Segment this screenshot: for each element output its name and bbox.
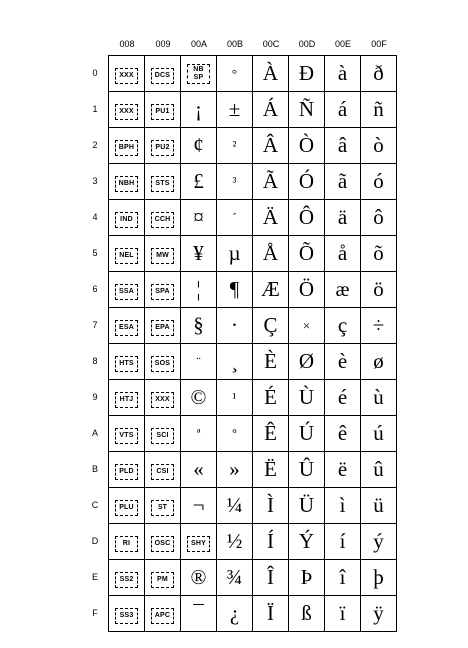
glyph: ¿: [229, 600, 240, 625]
glyph: Û: [298, 456, 315, 481]
glyph: à: [337, 60, 348, 85]
glyph: ý: [373, 528, 384, 553]
character-cell: [289, 452, 325, 488]
character-cell: [289, 308, 325, 344]
glyph: Â: [262, 132, 279, 157]
control-code-label: ESA: [115, 320, 138, 336]
glyph: È: [264, 348, 277, 373]
character-cell: [217, 128, 253, 164]
character-cell: [181, 416, 217, 452]
character-cell: [289, 236, 325, 272]
character-cell: [217, 236, 253, 272]
character-cell: [145, 560, 181, 596]
table-row: [109, 344, 397, 380]
glyph: æ: [335, 276, 350, 301]
character-cell: [325, 236, 361, 272]
glyph: Ö: [298, 276, 315, 301]
column-header: 008: [119, 39, 135, 49]
character-cell: [289, 272, 325, 308]
glyph: Ý: [298, 528, 315, 553]
character-cell: [181, 560, 217, 596]
glyph: Ç: [263, 312, 278, 337]
character-cell: [361, 344, 397, 380]
row-header: 6: [92, 284, 98, 294]
character-cell: [361, 236, 397, 272]
glyph: ¼: [226, 492, 243, 517]
glyph: ð: [373, 60, 384, 85]
character-cell: [181, 56, 217, 92]
character-cell: [109, 416, 145, 452]
glyph: Þ: [300, 564, 313, 589]
character-cell: [253, 56, 289, 92]
character-cell: [109, 56, 145, 92]
character-cell: [145, 164, 181, 200]
glyph: ¥: [193, 240, 204, 265]
character-cell: [181, 344, 217, 380]
character-cell: [289, 380, 325, 416]
glyph: Ù: [298, 384, 315, 409]
control-code-label: CCH: [151, 212, 174, 228]
glyph: ×: [302, 317, 311, 333]
control-code-label: HTS: [115, 356, 138, 372]
row-header: 5: [92, 248, 98, 258]
table-row: [109, 200, 397, 236]
character-cell: [361, 452, 397, 488]
character-cell: [217, 272, 253, 308]
control-code-label: CSI: [151, 464, 174, 480]
row-header: 4: [92, 212, 98, 222]
control-code-label: SPA: [151, 284, 174, 300]
character-cell: [325, 452, 361, 488]
row-header: 3: [92, 176, 98, 186]
glyph: ´: [232, 209, 237, 225]
character-cell: [361, 164, 397, 200]
glyph: Î: [267, 564, 274, 589]
column-header: 00D: [298, 39, 316, 49]
character-cell: [145, 452, 181, 488]
character-cell: [109, 344, 145, 380]
character-cell: [145, 488, 181, 524]
glyph: ü: [373, 492, 384, 517]
glyph: ñ: [373, 96, 384, 121]
character-cell: [145, 596, 181, 632]
glyph: ±: [228, 96, 241, 121]
control-code-label: PLU: [115, 500, 138, 516]
glyph: Å: [262, 240, 279, 265]
column-header: 00B: [226, 39, 243, 49]
glyph: ¦: [196, 276, 201, 301]
character-cell: [181, 308, 217, 344]
character-cell: [217, 416, 253, 452]
character-cell: [145, 56, 181, 92]
column-header: 00F: [371, 39, 387, 49]
control-code-label: XXX: [115, 68, 138, 84]
glyph: ¢: [193, 132, 204, 157]
character-cell: [361, 560, 397, 596]
row-header: A: [91, 428, 98, 438]
character-cell: [109, 92, 145, 128]
glyph: ò: [373, 132, 384, 157]
glyph: Á: [262, 96, 279, 121]
glyph: ¤: [193, 204, 204, 229]
control-code-label: DCS: [151, 68, 174, 84]
character-cell: [145, 236, 181, 272]
character-cell: [361, 488, 397, 524]
character-cell: [181, 164, 217, 200]
glyph: Ì: [267, 492, 274, 517]
glyph: ¸: [231, 348, 238, 373]
character-cell: [325, 164, 361, 200]
column-header: 009: [155, 39, 171, 49]
control-code-label: APC: [151, 608, 174, 624]
character-cell: [289, 92, 325, 128]
control-code-label: BPH: [115, 140, 138, 156]
glyph: Ð: [298, 60, 315, 85]
character-cell: [109, 308, 145, 344]
glyph: ²: [232, 137, 237, 153]
glyph: °: [231, 65, 238, 81]
glyph: Ñ: [298, 96, 315, 121]
character-cell: [325, 272, 361, 308]
glyph: ¬: [192, 492, 205, 517]
character-cell: [253, 560, 289, 596]
character-cell: [109, 380, 145, 416]
glyph: Õ: [298, 240, 315, 265]
control-code-label: OSC: [151, 536, 174, 552]
glyph: é: [337, 384, 348, 409]
table-row: [109, 308, 397, 344]
character-cell: [361, 272, 397, 308]
glyph: ·: [231, 312, 238, 337]
control-code-label: SS2: [115, 572, 138, 588]
character-cell: [253, 452, 289, 488]
row-header: C: [91, 500, 99, 510]
character-cell: [145, 92, 181, 128]
character-cell: [361, 56, 397, 92]
table-row: [109, 596, 397, 632]
character-table: [108, 55, 397, 632]
control-code-label: HTJ: [115, 392, 138, 408]
character-cell: [361, 92, 397, 128]
character-cell: [145, 416, 181, 452]
character-cell: [181, 380, 217, 416]
glyph: À: [262, 60, 279, 85]
row-header: 8: [92, 356, 98, 366]
character-cell: [289, 344, 325, 380]
table-row: [109, 416, 397, 452]
control-code-label: PM: [151, 572, 174, 588]
character-cell: [361, 308, 397, 344]
glyph: ¡: [195, 96, 202, 121]
glyph: ç: [337, 312, 348, 337]
character-cell: [325, 488, 361, 524]
control-code-label: SSA: [115, 284, 138, 300]
character-cell: [109, 596, 145, 632]
character-cell: [217, 452, 253, 488]
character-cell: [217, 524, 253, 560]
glyph: Ê: [264, 420, 277, 445]
table-row: [109, 488, 397, 524]
character-cell: [253, 488, 289, 524]
character-cell: [217, 596, 253, 632]
character-cell: [217, 164, 253, 200]
control-code-label: STS: [151, 176, 174, 192]
control-code-label: XXX: [151, 392, 174, 408]
character-cell: [145, 524, 181, 560]
glyph: ¹: [232, 389, 237, 405]
glyph: Í: [267, 528, 274, 553]
character-cell: [253, 308, 289, 344]
character-cell: [181, 488, 217, 524]
glyph: ô: [373, 204, 384, 229]
character-cell: [289, 524, 325, 560]
glyph: Ü: [298, 492, 315, 517]
character-cell: [325, 524, 361, 560]
character-cell: [253, 344, 289, 380]
character-cell: [109, 452, 145, 488]
character-cell: [253, 380, 289, 416]
character-cell: [325, 560, 361, 596]
glyph: §: [193, 312, 204, 337]
control-code-label: PLD: [115, 464, 138, 480]
glyph: ©: [190, 384, 207, 409]
glyph: ä: [337, 204, 348, 229]
glyph: ï: [339, 600, 346, 625]
character-cell: [361, 128, 397, 164]
glyph: ù: [373, 384, 384, 409]
row-header: 1: [92, 104, 98, 114]
control-code-label: MW: [151, 248, 174, 264]
row-header: E: [91, 572, 98, 582]
character-cell: [253, 164, 289, 200]
character-cell: [361, 524, 397, 560]
character-cell: [181, 524, 217, 560]
control-code-label: NEL: [115, 248, 138, 264]
table-row: [109, 524, 397, 560]
table-row: [109, 272, 397, 308]
character-cell: [217, 92, 253, 128]
character-cell: [253, 128, 289, 164]
glyph: Ò: [298, 132, 315, 157]
glyph: Ë: [264, 456, 277, 481]
character-cell: [289, 488, 325, 524]
table-row: [109, 380, 397, 416]
glyph: þ: [373, 564, 384, 589]
glyph: Ã: [262, 168, 279, 193]
row-header: B: [91, 464, 98, 474]
character-cell: [109, 128, 145, 164]
character-cell: [217, 308, 253, 344]
character-cell: [253, 236, 289, 272]
character-cell: [253, 272, 289, 308]
glyph: ß: [301, 600, 312, 625]
glyph: â: [337, 132, 348, 157]
character-cell: [253, 596, 289, 632]
glyph: ë: [337, 456, 348, 481]
glyph: µ: [228, 240, 241, 265]
glyph: ö: [373, 276, 384, 301]
glyph: ¾: [226, 564, 243, 589]
table-row: [109, 56, 397, 92]
character-cell: [181, 92, 217, 128]
character-cell: [289, 416, 325, 452]
character-cell: [289, 560, 325, 596]
character-cell: [253, 200, 289, 236]
row-header: 0: [92, 68, 98, 78]
table-row: [109, 236, 397, 272]
character-cell: [181, 596, 217, 632]
character-cell: [217, 488, 253, 524]
table-row: [109, 128, 397, 164]
glyph: Ó: [298, 168, 315, 193]
glyph: ÿ: [373, 600, 384, 625]
glyph: Æ: [261, 276, 280, 301]
character-cell: [109, 488, 145, 524]
glyph: Ä: [262, 204, 279, 229]
character-cell: [145, 344, 181, 380]
control-code-label: SHY: [187, 536, 210, 552]
control-code-label: SS3: [115, 608, 138, 624]
character-cell: [289, 128, 325, 164]
character-cell: [109, 560, 145, 596]
character-cell: [109, 200, 145, 236]
glyph: å: [337, 240, 348, 265]
control-code-label: SCI: [151, 428, 174, 444]
character-cell: [181, 272, 217, 308]
character-cell: [325, 56, 361, 92]
character-cell: [289, 56, 325, 92]
character-cell: [253, 92, 289, 128]
glyph: î: [339, 564, 346, 589]
control-code-label: EPA: [151, 320, 174, 336]
glyph: ³: [232, 173, 237, 189]
row-header: F: [92, 608, 98, 618]
column-header: 00A: [190, 39, 207, 49]
glyph: í: [339, 528, 346, 553]
character-cell: [145, 128, 181, 164]
character-cell: [325, 128, 361, 164]
character-cell: [109, 236, 145, 272]
glyph: á: [337, 96, 348, 121]
character-cell: [253, 524, 289, 560]
character-cell: [181, 128, 217, 164]
glyph: ì: [339, 492, 346, 517]
glyph: »: [229, 456, 240, 481]
column-header: 00C: [262, 39, 280, 49]
glyph: £: [193, 168, 204, 193]
control-code-label: XXX: [115, 104, 138, 120]
glyph: õ: [373, 240, 384, 265]
character-cell: [289, 200, 325, 236]
character-cell: [217, 200, 253, 236]
row-header: 9: [92, 392, 98, 402]
glyph: ¯: [193, 600, 204, 625]
character-cell: [109, 524, 145, 560]
character-cell: [361, 200, 397, 236]
character-cell: [145, 380, 181, 416]
glyph: ¶: [229, 276, 240, 301]
character-cell: [217, 56, 253, 92]
character-cell: [361, 416, 397, 452]
row-header: D: [91, 536, 99, 546]
control-code-label: PU2: [151, 140, 174, 156]
glyph: ã: [337, 168, 348, 193]
table-row: [109, 164, 397, 200]
glyph: ª: [196, 425, 201, 441]
character-cell: [325, 596, 361, 632]
character-cell: [109, 164, 145, 200]
glyph: Ø: [298, 348, 315, 373]
glyph: Ô: [298, 204, 315, 229]
character-cell: [325, 380, 361, 416]
character-cell: [109, 272, 145, 308]
glyph: û: [373, 456, 384, 481]
glyph: ê: [337, 420, 348, 445]
glyph: ó: [373, 168, 384, 193]
control-code-label: IND: [115, 212, 138, 228]
table-row: [109, 560, 397, 596]
control-code-label: RI: [115, 536, 138, 552]
glyph: º: [232, 425, 237, 441]
character-cell: [325, 416, 361, 452]
table-row: [109, 92, 397, 128]
control-code-label: NB SP: [187, 64, 210, 84]
control-code-label: NBH: [115, 176, 138, 192]
column-header: 00E: [334, 39, 351, 49]
row-header: 7: [92, 320, 98, 330]
glyph: è: [337, 348, 348, 373]
control-code-label: VTS: [115, 428, 138, 444]
glyph: ú: [373, 420, 384, 445]
character-cell: [217, 344, 253, 380]
character-cell: [181, 200, 217, 236]
character-cell: [181, 236, 217, 272]
glyph: Ú: [298, 420, 315, 445]
control-code-label: ST: [151, 500, 174, 516]
character-cell: [145, 272, 181, 308]
character-cell: [145, 200, 181, 236]
character-cell: [289, 164, 325, 200]
character-cell: [361, 596, 397, 632]
character-cell: [325, 200, 361, 236]
control-code-label: PU1: [151, 104, 174, 120]
character-cell: [217, 560, 253, 596]
glyph: «: [193, 456, 204, 481]
glyph: ÷: [372, 312, 385, 337]
character-cell: [325, 92, 361, 128]
glyph: É: [264, 384, 277, 409]
character-cell: [145, 308, 181, 344]
glyph: ½: [226, 528, 243, 553]
glyph: ø: [373, 348, 384, 373]
character-cell: [325, 308, 361, 344]
character-cell: [361, 380, 397, 416]
table-row: [109, 452, 397, 488]
glyph: ¨: [196, 353, 201, 369]
glyph: Ï: [267, 600, 274, 625]
control-code-label: SOS: [151, 356, 174, 372]
character-cell: [325, 344, 361, 380]
character-cell: [289, 596, 325, 632]
character-cell: [181, 452, 217, 488]
glyph: ®: [190, 564, 207, 589]
character-cell: [253, 416, 289, 452]
row-header: 2: [92, 140, 98, 150]
character-cell: [217, 380, 253, 416]
